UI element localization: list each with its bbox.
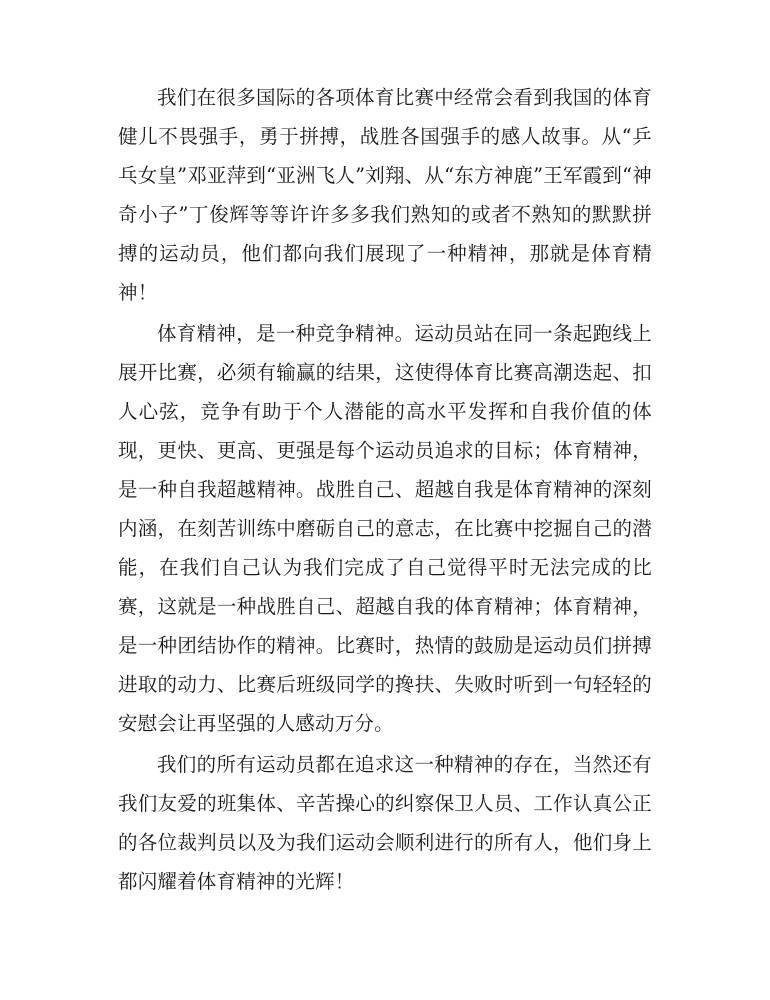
paragraph: 我们在很多国际的各项体育比赛中经常会看到我国的体育健儿不畏强手，勇于拼搏，战胜各国强手的感人故事。从“乒乓女皇”邓亚萍到“亚洲飞人”刘翔、从“东方神鹿”王军霞到“神奇小子”丁俊辉等等许许多多我们熟知的或者不熟知的默默拼搏的运动员，他们都向我们展现了一种精神，那就是体育精神！	[118, 86, 652, 304]
document-text-body	[118, 78, 652, 903]
paragraph: 我们的所有运动员都在追求这一种精神的存在，当然还有我们友爱的班集体、辛苦操心的纠察保卫人员、工作认真公正的各位裁判员以及为我们运动会顺利进行的所有人，他们身上都闪耀着体育精神的光辉！	[118, 753, 652, 893]
paragraph: 体育精神，是一种竞争精神。运动员站在同一条起跑线上展开比赛，必须有输赢的结果，这使得体育比赛高潮迭起、扣人心弦，竞争有助于个人潜能的高水平发挥和自我价值的体现，更快、更高、更强是每个运动员追求的目标；体育精神，是一种自我超越精神。战胜自己、超越自我是体育精神的深刻内涵，在刻苦训练中磨砺自己的意志，在比赛中挖掘自己的潜能，在我们自己认为我们完成了自己觉得平时无法完成的比赛，这就是一种战胜自己、超越自我的体育精神；体育精神，是一种团结协作的精神。比赛时，热情的鼓励是运动员们拼搏进取的动力、比赛后班级同学的搀扶、失败时听到一句轻轻的安慰会让再坚强的人感动万分。	[118, 322, 652, 735]
